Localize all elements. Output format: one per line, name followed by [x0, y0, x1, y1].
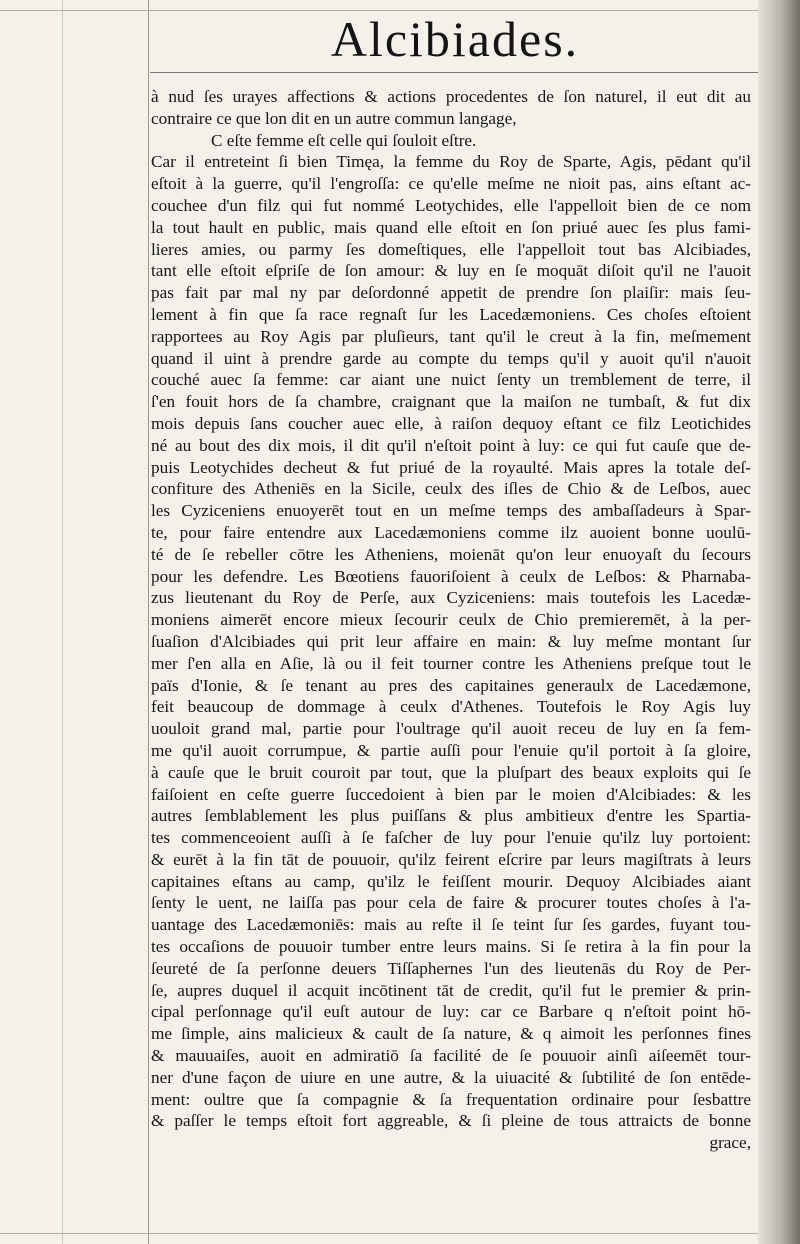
- text-line: & mauuaiſes, auoit en admiratiō ſa facilité de ſe pouuoir ainſi aiſeemēt tour-: [151, 1046, 751, 1066]
- text-line: lement à fin que ſa race regnaſt ſur les Lacedæmoniens. Ces choſes eſtoient: [151, 304, 751, 324]
- text-line: couchee d'un filz qui fut nommé Leotychides, elle l'appelloit bien de ce nom: [151, 195, 751, 215]
- text-line: tes occaſions de pouuoir tumber entre leurs mains. Si ſe retira à la fin pour la: [151, 937, 751, 957]
- title-underline: [150, 72, 760, 73]
- text-line: quand il uint à prendre garde au compte du temps qu'il y auoit qu'il n'auoit: [151, 348, 751, 368]
- text-line: autres ſemblablement les plus puiſſans & plus ambitieux d'entre les Spartia-: [151, 806, 751, 826]
- text-line: eſtoit à la guerre, qu'il l'engroſſa: ce qu'elle meſme ne nioit pas, ains eſtant ac-: [151, 174, 751, 194]
- text-line: te, pour faire entendre aux Lacedæmoniens comme ilz auoient bonne uoulū-: [151, 522, 751, 542]
- text-line: me ſimple, ains malicieux & cault de ſa nature, & q aimoit les perſonnes fines: [151, 1024, 751, 1044]
- text-line: capitaines eſtans au camp, qu'ilz le feiſſent mourir. Dequoy Alcibiades aiant: [151, 871, 751, 891]
- text-line: faiſoient en ceſte guerre ſuccedoient à bien par le moien d'Alcibiades: & les: [151, 784, 751, 804]
- text-line: moniens aimerēt encore mieux ſecourir ceulx de Chio premieremēt, à la per-: [151, 610, 751, 630]
- page-edge-shadow: [758, 0, 800, 1244]
- bottom-rule: [0, 1233, 760, 1234]
- text-line: puis Leotychides decheut & fut priué de la royaulté. Mais apres la totale deſ-: [151, 457, 751, 477]
- text-line: tes commenceoient auſſi à ſe faſcher de luy pour l'enuie qu'ilz luy portoient:: [151, 828, 751, 848]
- running-title: Alcibiades.: [330, 11, 580, 67]
- text-line: tant elle eſtoit eſpriſe de ſon amour: & luy en ſe moquāt diſoit qu'il ne l'auoit: [151, 261, 751, 281]
- text-line: me qu'il auoit corrumpue, & partie auſſi pour l'enuie qu'il portoit à ſa gloire,: [151, 740, 751, 760]
- text-line: & eurēt à la fin tāt de pouuoir, qu'ilz feirent eſcrire par leurs magiſtrats à leurs: [151, 849, 751, 869]
- text-line: cipal perſonnage qu'il euſt autour de luy: car ce Barbare q n'eſtoit point hō-: [151, 1002, 751, 1022]
- text-line: zus lieutenant du Roy de Perſe, aux Cyziceniens: mais toutefois les Lacedæ-: [151, 588, 751, 608]
- text-line: ner d'une façon de uiure en une autre, & la uiuacité & ſubtilité de ſon entēde-: [151, 1067, 751, 1087]
- text-line: ment: oultre que ſa compagnie & ſa frequentation ordinaire pour ſesbattre: [151, 1089, 751, 1109]
- text-line: ſenty le uent, ne laiſſa pas pour cela de faire & procurer toutes choſes à l'a-: [151, 893, 751, 913]
- text-line: uouloit grand mal, partie pour l'oultrage qu'il auoit receu de luy en ſa fem-: [151, 719, 751, 739]
- text-line: uantage des Lacedæmoniēs: mais au reſte il ſe teint ſur ſes gardes, fuyant tou-: [151, 915, 751, 935]
- text-line: à nud ſes urayes affections & actions procedentes de ſon naturel, il eut dit au: [151, 87, 751, 106]
- text-line: ſeureté de ſa perſonne deuers Tiſſaphernes l'un des lieutenās du Roy de Per-: [151, 958, 751, 978]
- text-line: ſ'en fouit hors de ſa chambre, craignant que la maiſon ne tumbaſt, & fut dix: [151, 392, 751, 412]
- text-line: né au bout des dix mois, il dit qu'il n'eſtoit point à luy: ce qui fut cauſe que de-: [151, 435, 751, 455]
- text-line: confiture des Atheniēs en la Sicile, ceulx des iſles de Chio & de Leſbos, auec: [151, 479, 751, 499]
- text-line: à cauſe que le bruit couroit par tout, que la pluſpart des beaux exploits qui ſe: [151, 762, 751, 782]
- text-column: [151, 86, 751, 1154]
- text-line: C eſte femme eſt celle qui ſouloit eſtre.: [211, 130, 477, 150]
- text-line: rapportees au Roy Agis par pluſieurs, tant qu'il le creut à la fin, meſmement: [151, 326, 751, 346]
- text-line: contraire ce que lon dit en un autre commun langage,: [151, 108, 517, 128]
- text-line: grace,: [709, 1133, 751, 1153]
- text-line: mois depuis ſans coucher auec elle, à raiſon dequoy eſtant ce filz Leotichides: [151, 413, 751, 433]
- text-line: mer ſ'en alla en Aſie, là ou il feit tourner contre les Atheniens preſque tout le: [151, 653, 751, 673]
- text-line: pour les defendre. Les Bœotiens fauoriſoient à ceulx de Leſbos: & Pharnaba-: [151, 566, 751, 586]
- inner-margin-rule: [62, 0, 63, 1244]
- text-line: couché auec ſa femme: car aiant une nuict ſenty un tremblement de terre, il: [151, 370, 751, 390]
- text-line: païs d'Ionie, & ſe tenant au pres des capitaines generaulx de Lacedæmone,: [151, 675, 751, 695]
- text-line: feit beaucoup de dommage à ceulx d'Athenes. Toutefois le Roy Agis luy: [151, 697, 751, 717]
- text-line: té de ſe rebeller cōtre les Atheniens, moienāt qu'on leur enuoyaſt du ſecours: [151, 544, 751, 564]
- text-margin-rule: [148, 0, 149, 1244]
- text-line: ſuaſion d'Alcibiades qui prit leur affaire en main: & luy meſme montant ſur: [151, 631, 751, 651]
- text-line: la tout hault en public, mais quand elle eſtoit en ſon priué auec ſes plus fami-: [151, 217, 751, 237]
- text-line: & paſſer le temps eſtoit fort aggreable, & ſi pleine de tous attraicts de bonne: [151, 1111, 751, 1131]
- text-line: ſe, aupres duquel il acquit incōtinent tāt de credit, qu'il fut le premier & prin-: [151, 980, 751, 1000]
- text-line: lieres amies, ou parmy ſes domeſtiques, elle l'appelloit tout bas Alcibiades,: [151, 239, 751, 259]
- text-line: pas fait par mal ny par deſordonné appetit de prendre ſon plaiſir: mais ſeu-: [151, 283, 751, 303]
- text-line: Car il entreteint ſi bien Timęa, la femme du Roy de Sparte, Agis, pēdant qu'il: [151, 152, 751, 172]
- text-line: les Cyziceniens enuoyerēt tout en un meſme temps des ambaſſadeurs à Spar-: [151, 501, 751, 521]
